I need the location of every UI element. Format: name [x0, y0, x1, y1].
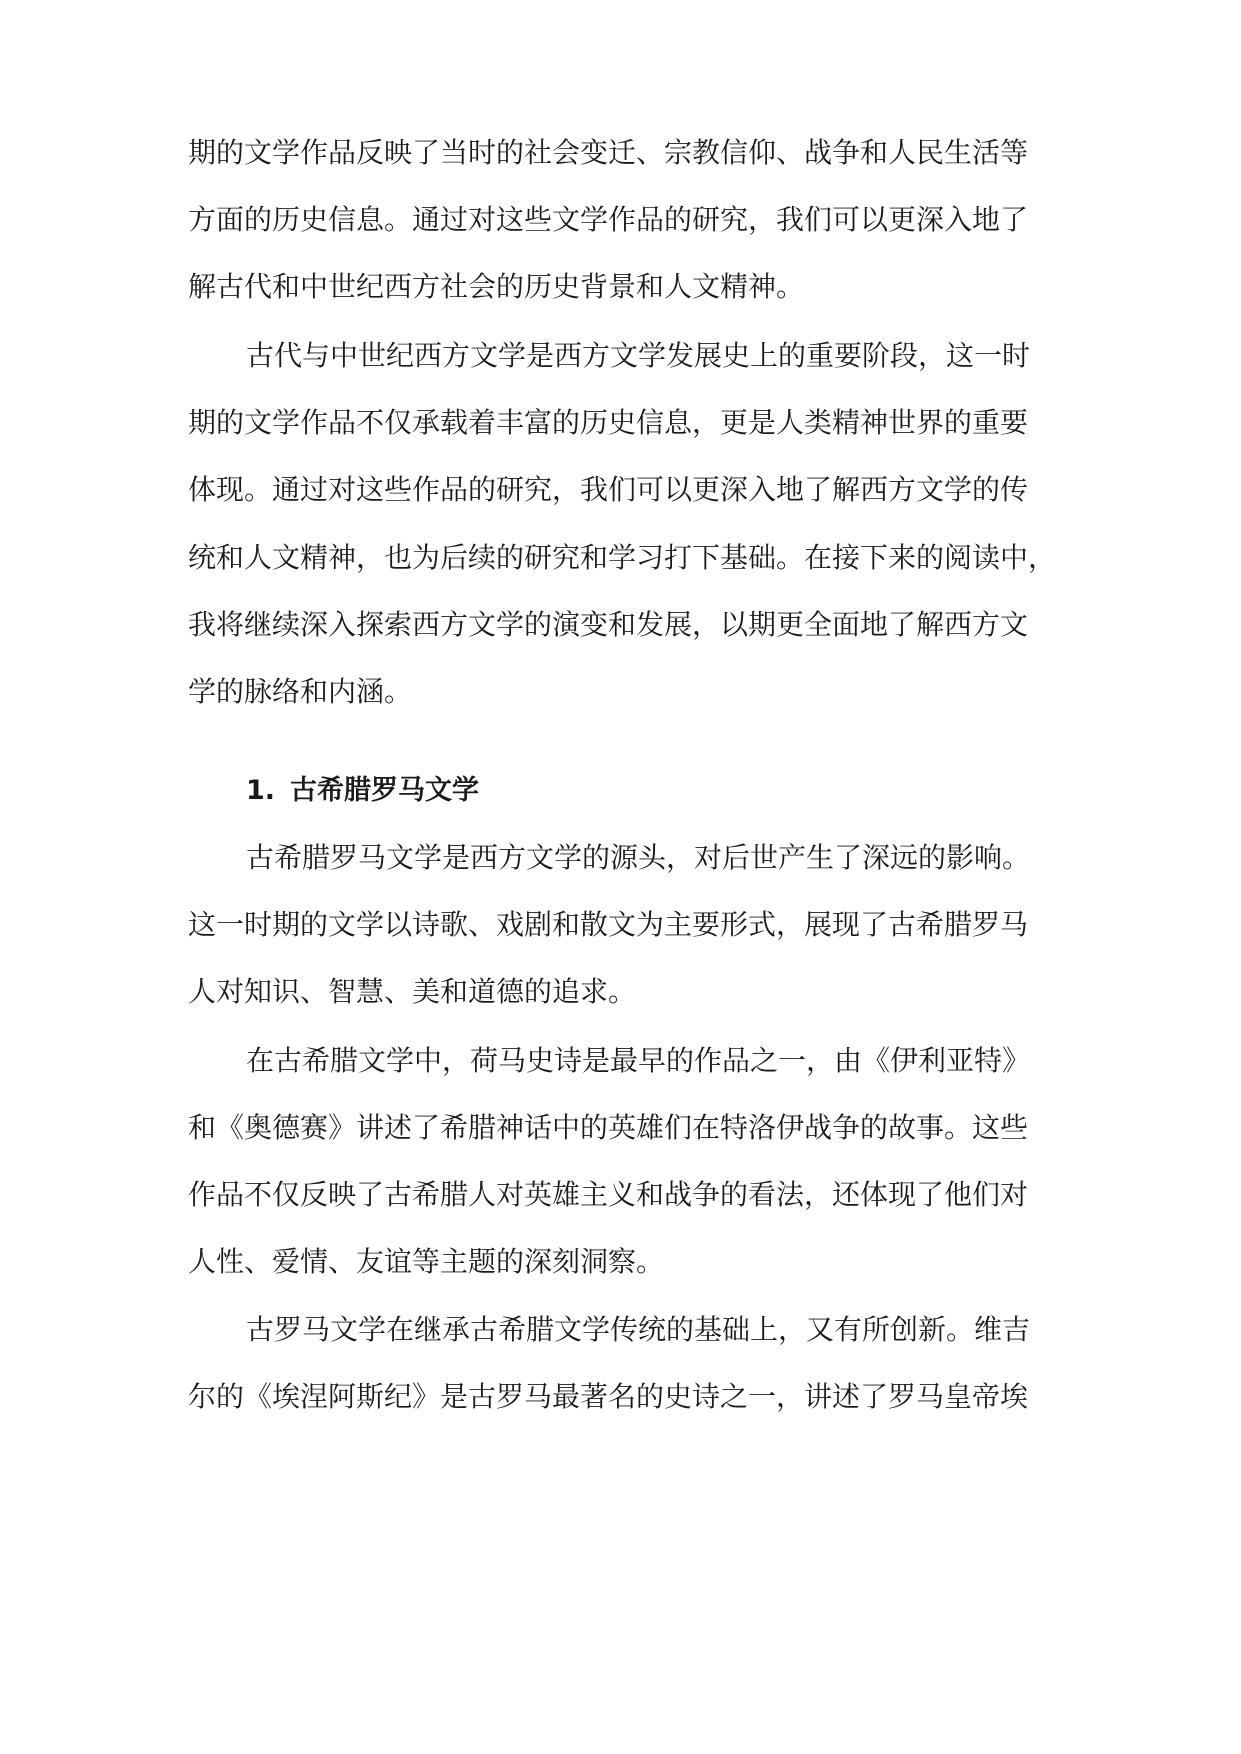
section-heading [246, 771, 479, 811]
text-line: 人对知识、智慧、美和道德的追求。 [188, 975, 637, 1008]
section-title: 古希腊罗马文学 [290, 775, 479, 806]
text-line: 人性、爱情、友谊等主题的深刻洞察。 [188, 1245, 665, 1278]
text-line: 这一时期的文学以诗歌、戏剧和散文为主要形式，展现了古希腊罗马 [188, 908, 1029, 941]
text-line: 尔的《埃涅阿斯纪》是古罗马最著名的史诗之一，讲述了罗马皇帝埃 [188, 1380, 1029, 1413]
text-line: 古代与中世纪西方文学是西方文学发展史上的重要阶段，这一时 [246, 339, 1031, 372]
text-line: 学的脉络和内涵。 [188, 675, 413, 708]
text-line: 期的文学作品反映了当时的社会变迁、宗教信仰、战争和人民生活等 [188, 136, 1029, 169]
text-line: 统和人文精神，也为后续的研究和学习打下基础。在接下来的阅读中， [188, 541, 1057, 574]
text-line: 我将继续深入探索西方文学的演变和发展，以期更全面地了解西方文 [188, 608, 1029, 641]
text-line: 和《奥德赛》讲述了希腊神话中的英雄们在特洛伊战争的故事。这些 [188, 1111, 1029, 1144]
text-line: 方面的历史信息。通过对这些文学作品的研究，我们可以更深入地了 [188, 203, 1029, 236]
section-number: 1. [246, 775, 276, 806]
text-line: 在古希腊文学中，荷马史诗是最早的作品之一，由《伊利亚特》 [246, 1044, 1031, 1077]
text-line: 作品不仅反映了古希腊人对英雄主义和战争的看法，还体现了他们对 [188, 1178, 1029, 1211]
text-line: 期的文学作品不仅承载着丰富的历史信息，更是人类精神世界的重要 [188, 406, 1029, 439]
text-line: 古希腊罗马文学是西方文学的源头，对后世产生了深远的影响。 [246, 841, 1031, 874]
text-line: 古罗马文学在继承古希腊文学传统的基础上，又有所创新。维吉 [246, 1313, 1031, 1346]
text-line: 体现。通过对这些作品的研究，我们可以更深入地了解西方文学的传 [188, 473, 1029, 506]
text-line: 解古代和中世纪西方社会的历史背景和人文精神。 [188, 270, 805, 303]
